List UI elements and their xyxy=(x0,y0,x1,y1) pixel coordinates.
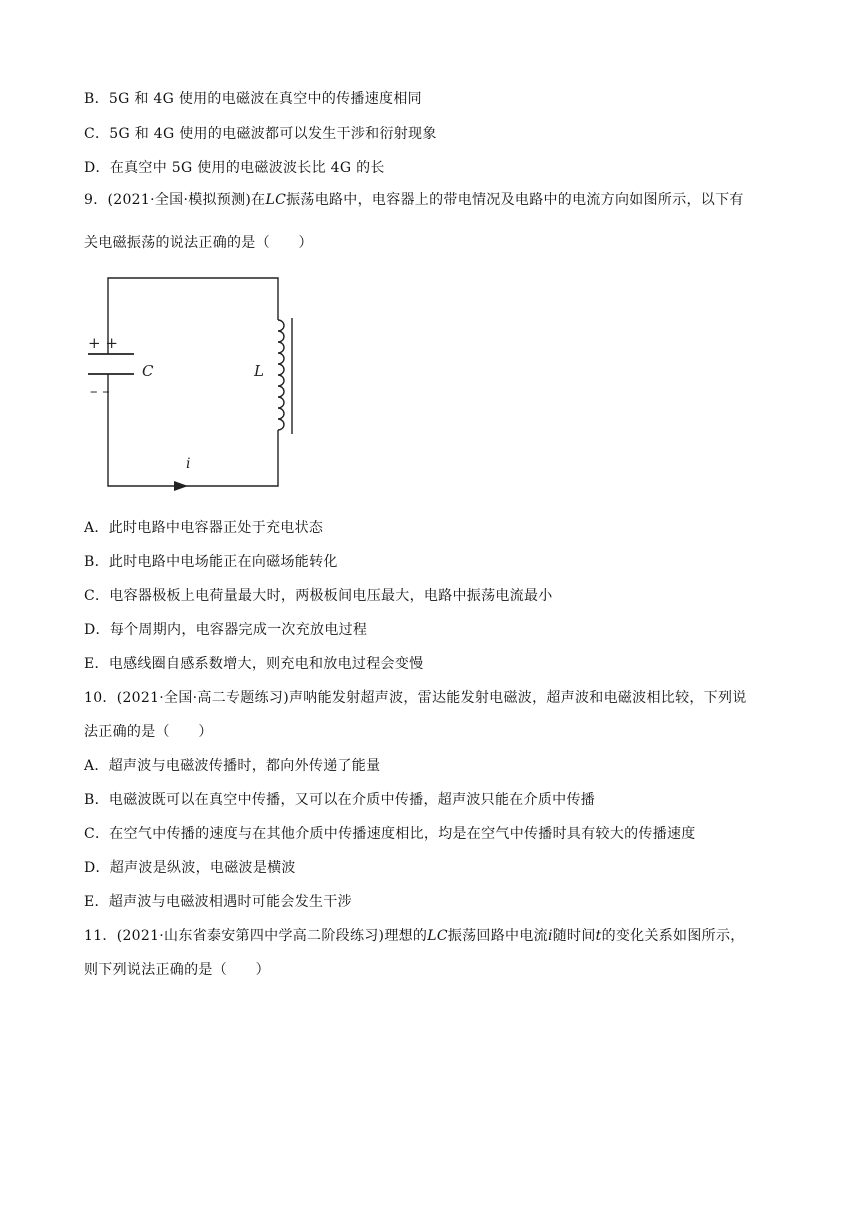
q9-option-e: E．电感线圈自感系数增大，则充电和放电过程会变慢 xyxy=(84,656,424,672)
q10-option-d: D．超声波是纵波，电磁波是横波 xyxy=(84,860,296,876)
current-label: i xyxy=(186,456,191,472)
q9-option-a: A．此时电路中电容器正处于充电状态 xyxy=(84,520,324,536)
capacitor-plus-signs: + + xyxy=(88,334,118,352)
q8-option-b: B．5G 和 4G 使用的电磁波在真空中的传播速度相同 xyxy=(84,91,422,107)
q10-stem-line1: 10．(2021·全国·高二专题练习)声呐能发射超声波，雷达能发射电磁波，超声波和电磁波相比较，下列说 xyxy=(84,690,747,706)
q10-option-c: C．在空气中传播的速度与在其他介质中传播速度相比，均是在空气中传播时具有较大的传播速度 xyxy=(84,826,696,842)
q8-option-d: D．在真空中 5G 使用的电磁波波长比 4G 的长 xyxy=(84,160,385,176)
q11-stem-line1 xyxy=(84,926,745,946)
q9-option-c: C．电容器极板上电荷量最大时，两极板间电压最大，电路中振荡电流最小 xyxy=(84,588,553,604)
circuit-wire-bottom xyxy=(108,374,278,486)
inductor-coil xyxy=(278,320,284,430)
q9-option-b: B．此时电路中电场能正在向磁场能转化 xyxy=(84,554,338,570)
current-arrow-icon xyxy=(174,481,188,491)
q9-stem-b: 振荡电路中，电容器上的带电情况及电路中的电流方向如图所示，以下有 xyxy=(286,192,744,208)
q10-stem-line2: 法正确的是（ ） xyxy=(84,724,213,740)
q9-stem-line1 xyxy=(84,190,744,210)
q9-stem-line2: 关电磁振荡的说法正确的是（ ） xyxy=(84,235,313,251)
q8-option-c: C．5G 和 4G 使用的电磁波都可以发生干涉和衍射现象 xyxy=(84,126,437,142)
inductor-label: L xyxy=(254,362,264,380)
q11-source: 11．(2021·山东省泰安第四中学高二阶段练习)理想的 xyxy=(84,928,428,944)
q11-mid3: 的变化关系如图所示， xyxy=(601,928,745,944)
q9-stem-a: 在 xyxy=(251,192,266,208)
q11-mid1: 振荡回路中电流 xyxy=(447,928,548,944)
q11-i: i xyxy=(547,928,553,944)
lc-circuit-diagram xyxy=(84,272,314,492)
q10-option-a: A．超声波与电磁波传播时，都向外传递了能量 xyxy=(84,758,381,774)
q11-mid2: 随时间 xyxy=(552,928,596,944)
q10-option-e: E．超声波与电磁波相遇时可能会发生干涉 xyxy=(84,894,352,910)
q10-option-b: B．电磁波既可以在真空中传播，又可以在介质中传播，超声波只能在介质中传播 xyxy=(84,792,596,808)
capacitor-minus-signs: – – xyxy=(90,382,110,400)
capacitor-label: C xyxy=(142,362,154,380)
q9-lc: LC xyxy=(265,192,287,208)
q9-source: 9．(2021·全国·模拟预测) xyxy=(84,192,252,208)
q11-stem-line2: 则下列说法正确的是（ ） xyxy=(84,962,270,978)
q11-t: t xyxy=(595,928,602,944)
circuit-wire-top xyxy=(108,278,278,338)
q11-lc: LC xyxy=(427,928,448,944)
q9-option-d: D．每个周期内，电容器完成一次充放电过程 xyxy=(84,622,368,638)
